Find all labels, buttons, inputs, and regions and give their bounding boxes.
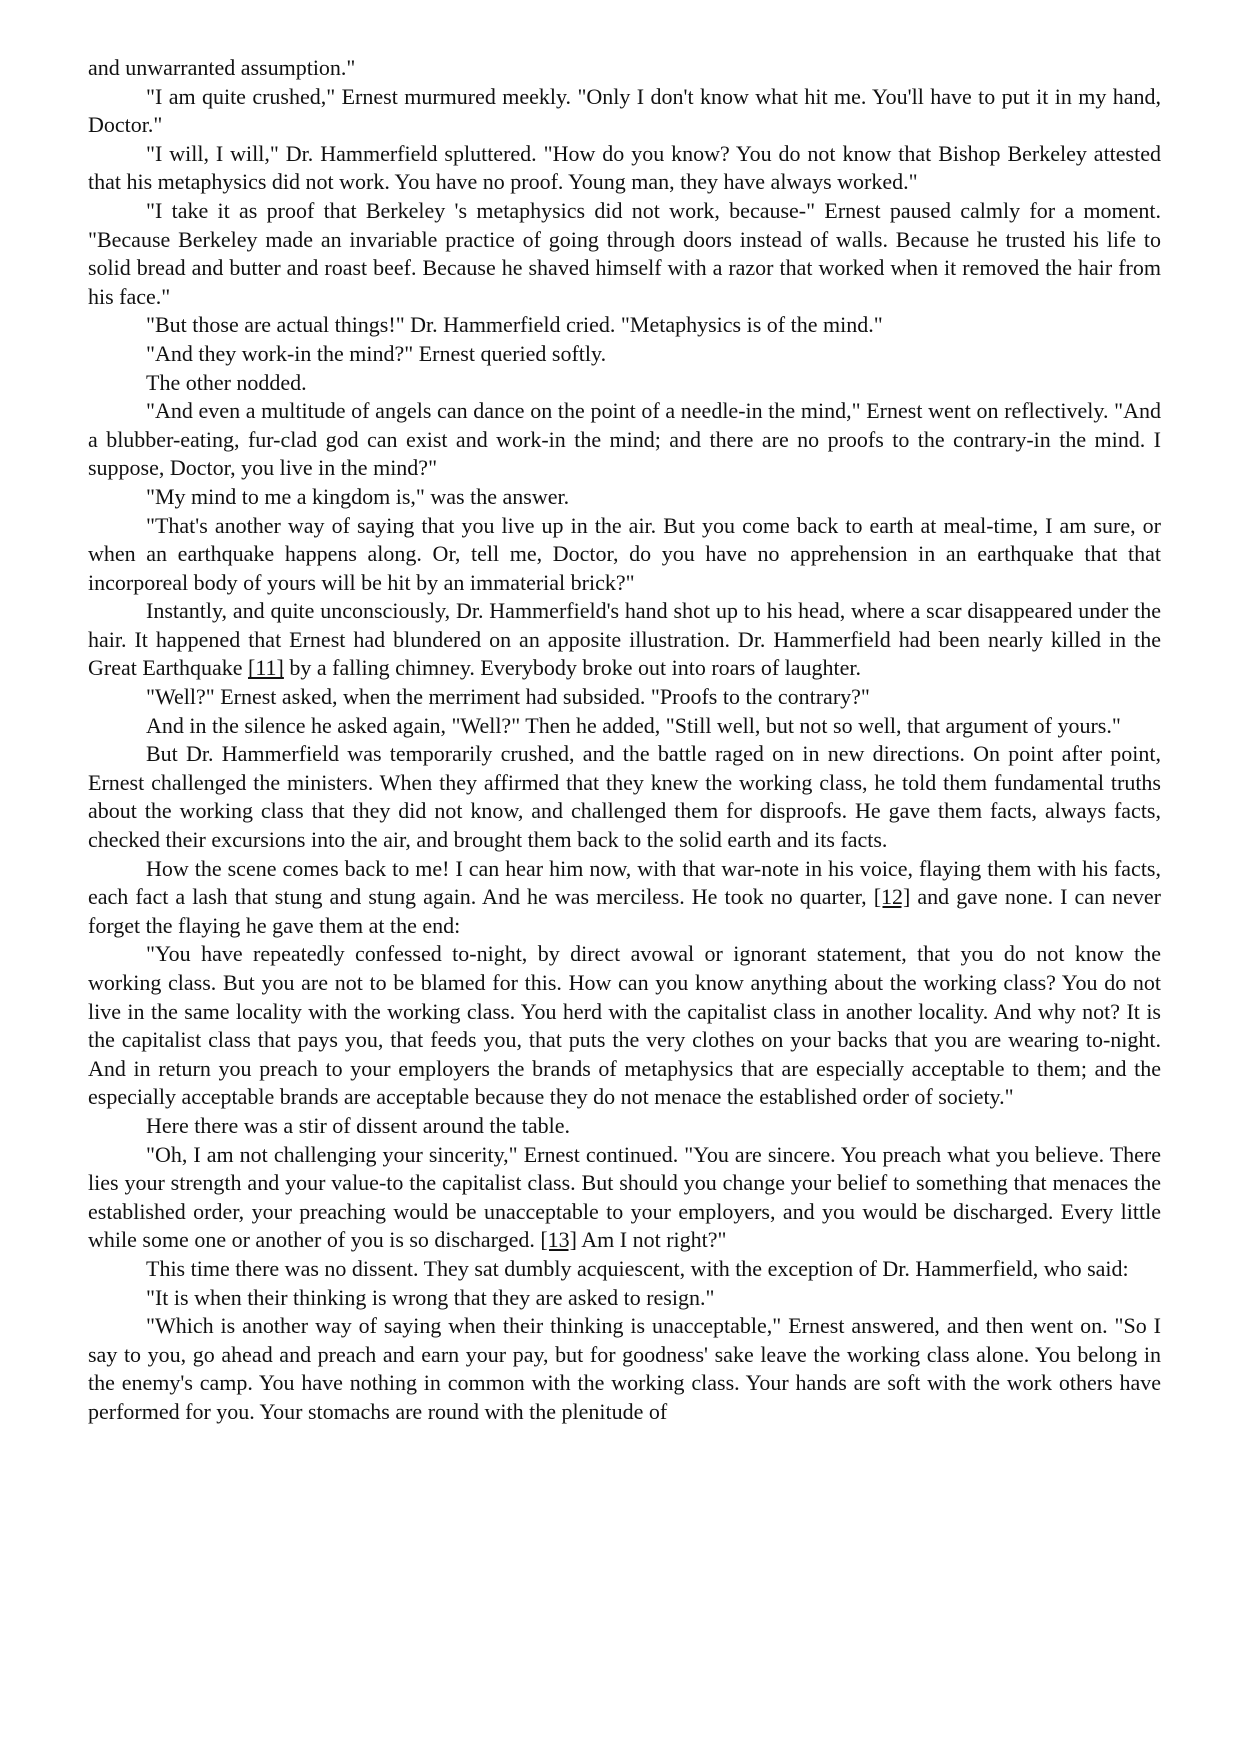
paragraph	[88, 1255, 1161, 1284]
paragraph-text: "Oh, I am not challenging your sincerity," Ernest continued. "You are sincere. You preach what you believe. There lies your strength and your value-to the capitalist class. But should you change your belief to something that menaces the established order, your preaching would be unacceptable to your employers, and you would be discharged. Every little while some one or another of you is so discharged.	[88, 1141, 1161, 1253]
paragraph-text: How the scene comes back to me! I can hear him now, with that war-note in his voice, flaying them with his facts, each fact a lash that stung and stung again. And he was merciless. He took no quarter,	[88, 855, 1161, 910]
paragraph	[88, 683, 1161, 712]
paragraph	[88, 54, 1161, 83]
paragraph	[88, 712, 1161, 741]
paragraph	[88, 1141, 1161, 1255]
paragraph-text: "And even a multitude of angels can dance on the point of a needle-in the mind," Ernest went on reflectively. "And a blubber-eating, fur-clad god can exist and work-in the mind; and there are no proofs to the contrary-in the mind. I suppose, Doctor, you live in the mind?"	[88, 398, 1161, 481]
footnote-link-11[interactable]: [11]	[248, 655, 284, 681]
paragraph	[88, 1284, 1161, 1313]
paragraph-text: "Which is another way of saying when their thinking is unacceptable," Ernest answered, and then went on. "So I say to you, go ahead and preach and earn your pay, but for goodness' sake leave the working class alone. You belong in the enemy's camp. You have nothing in common with the working class. Your hands are soft with the work others have performed for you. Your stomachs are round with the plenitude of	[88, 1313, 1161, 1424]
paragraph	[88, 397, 1161, 483]
paragraph	[88, 83, 1161, 140]
paragraph-text: Instantly, and quite unconsciously, Dr. Hammerfield's hand shot up to his head, where a scar disappeared under the hair. It happened that Ernest had blundered on an apposite illustration. Dr. Hammerfield had been nearly killed in the Great Earthquake	[88, 598, 1161, 681]
paragraph	[88, 740, 1161, 854]
footnote-link-13[interactable]: [13]	[540, 1227, 577, 1253]
paragraph	[88, 597, 1161, 683]
paragraph	[88, 340, 1161, 369]
paragraph-text: "But those are actual things!" Dr. Hammerfield cried. "Metaphysics is of the mind."	[146, 312, 883, 338]
paragraph-text: "You have repeatedly confessed to-night, by direct avowal or ignorant statement, that you do not know the working class. But you are not to be blamed for this. How can you know anything about the working class? You do not live in the same locality with the working class. You herd with the capitalist class in another locality. And why not? It is the capitalist class that pays you, that feeds you, that puts the very clothes on your backs that you are wearing to-night. And in return you preach to your employers the brands of metaphysics that are especially acceptable to them; and the especially acceptable brands are acceptable because they do not menace the established order of society."	[88, 941, 1161, 1110]
paragraph-text: by a falling chimney. Everybody broke out into roars of laughter.	[283, 655, 862, 681]
paragraph	[88, 369, 1161, 398]
paragraph	[88, 855, 1161, 941]
paragraph-text: "I take it as proof that Berkeley 's metaphysics did not work, because-" Ernest paused calmly for a moment. "Because Berkeley made an invariable practice of going through doors instead of walls. Because he trusted his life to solid bread and butter and roast beef. Because he shaved himself with a razor that worked when it removed the hair from his face."	[88, 197, 1161, 309]
paragraph-text: Am I not right?"	[577, 1227, 727, 1253]
paragraph	[88, 512, 1161, 598]
footnote-link-12[interactable]: [12]	[873, 884, 911, 910]
paragraph-text: and gave none. I can never forget the flaying he gave them at the end:	[88, 884, 1161, 938]
paragraph	[88, 1312, 1161, 1426]
paragraph-text: "My mind to me a kingdom is," was the answer.	[146, 483, 570, 509]
paragraph	[88, 197, 1161, 311]
paragraph-text: "That's another way of saying that you live up in the air. But you come back to earth at meal-time, I am sure, or when an earthquake happens along. Or, tell me, Doctor, do you have no apprehension in an earthquake that that incorporeal body of yours will be hit by an immaterial brick?"	[88, 512, 1161, 595]
paragraph-text: The other nodded.	[146, 369, 307, 395]
paragraph-text: "And they work-in the mind?" Ernest queried softly.	[146, 340, 607, 366]
paragraph-text: This time there was no dissent. They sat dumbly acquiescent, with the exception of Dr. Hammerfield, who said:	[146, 1255, 1129, 1281]
paragraph	[88, 1112, 1161, 1141]
document-page	[88, 54, 1161, 1427]
paragraph-text: "I will, I will," Dr. Hammerfield spluttered. "How do you know? You do not know that Bishop Berkeley attested that his metaphysics did not work. You have no proof. Young man, they have always worked."	[88, 140, 1161, 195]
paragraph-text: and unwarranted assumption."	[88, 55, 356, 80]
paragraph-text: "It is when their thinking is wrong that they are asked to resign."	[146, 1284, 715, 1310]
paragraph-text: "Well?" Ernest asked, when the merriment had subsided. "Proofs to the contrary?"	[146, 684, 870, 710]
paragraph	[88, 311, 1161, 340]
paragraph	[88, 940, 1161, 1112]
paragraph-text: And in the silence he asked again, "Well?" Then he added, "Still well, but not so well, that argument of yours."	[146, 712, 1121, 738]
paragraph-text: "I am quite crushed," Ernest murmured meekly. "Only I don't know what hit me. You'll have to put it in my hand, Doctor."	[88, 83, 1161, 138]
paragraph-text: But Dr. Hammerfield was temporarily crushed, and the battle raged on in new directions. On point after point, Ernest challenged the ministers. When they affirmed that they knew the working class, he told them fundamental truths about the working class that they did not know, and challenged them for disproofs. He gave them facts, always facts, checked their excursions into the air, and brought them back to the solid earth and its facts.	[88, 741, 1161, 853]
paragraph	[88, 483, 1161, 512]
paragraph-text: Here there was a stir of dissent around the table.	[146, 1112, 570, 1138]
paragraph	[88, 140, 1161, 197]
